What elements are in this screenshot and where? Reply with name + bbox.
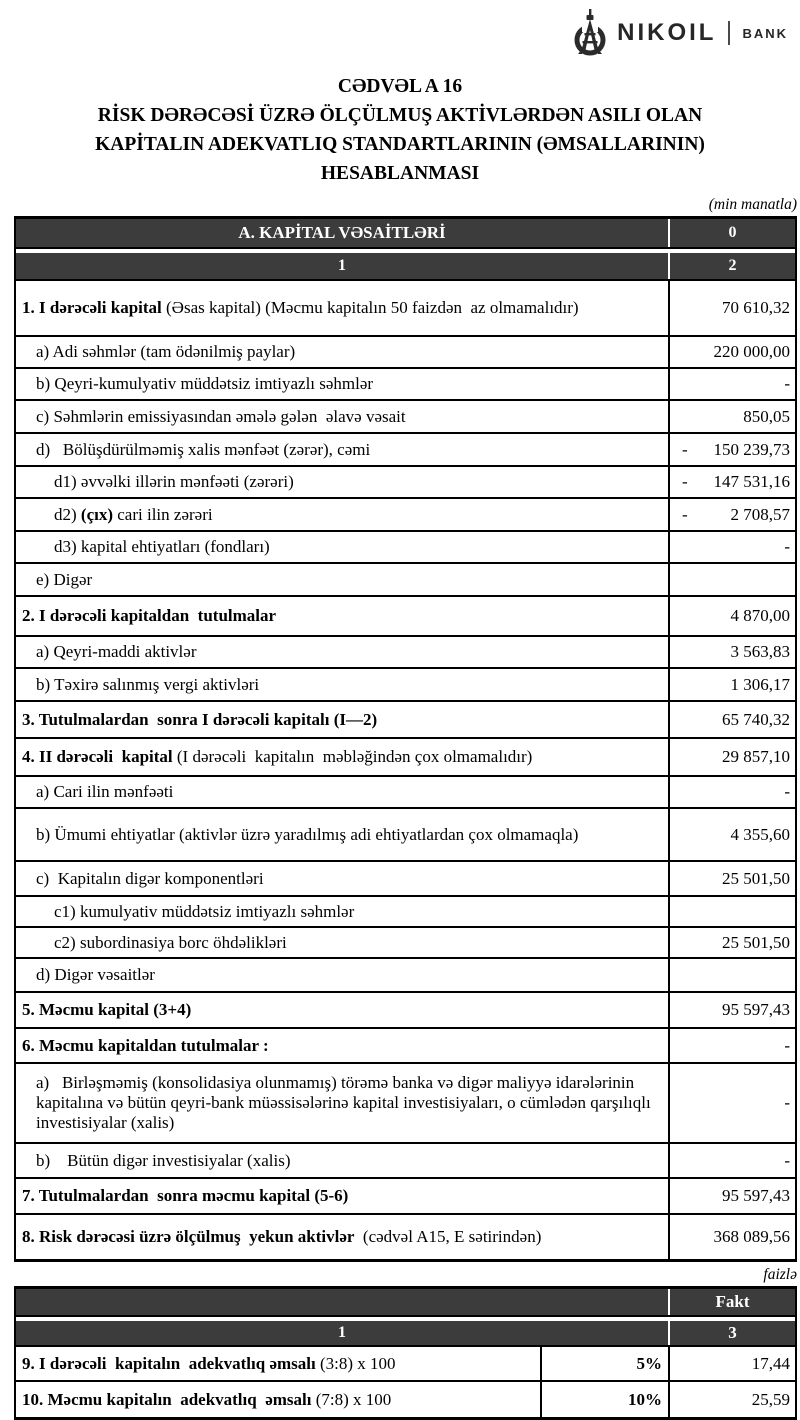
row-label-cell <box>16 1179 670 1213</box>
row-label-segment: e) Digər <box>36 569 93 589</box>
row-label <box>54 472 294 492</box>
row-label-cell <box>16 702 670 737</box>
row-label <box>36 1151 290 1171</box>
row-label-segment: 6. Məcmu kapitaldan tutulmalar : <box>22 1035 269 1055</box>
capital-table-row <box>16 564 795 597</box>
row-label <box>36 570 92 590</box>
value-number: 25 501,50 <box>722 868 790 888</box>
value-number: - <box>784 1035 790 1055</box>
row-value <box>670 434 795 465</box>
row-label-segment: a) Cari ilin mənfəəti <box>36 782 174 801</box>
row-label-cell <box>16 1347 542 1380</box>
title-line-4: HESABLANMASI <box>320 163 480 184</box>
row-label-segment: (çıx) <box>80 504 114 524</box>
capital-table-row <box>16 809 795 862</box>
row-value <box>670 993 795 1027</box>
value-number: 25 501,50 <box>722 932 790 952</box>
row-label <box>36 825 578 845</box>
value-number: 4 355,60 <box>730 824 790 844</box>
bank-logo-name: NIKOIL <box>617 19 717 46</box>
row-label-segment: c) Səhmlərin emissiyasından əmələ gələn əlavə vəsait <box>36 406 406 426</box>
row-label <box>36 869 264 889</box>
capital-table-row <box>16 928 795 959</box>
row-label <box>22 1354 396 1374</box>
capital-table-row <box>16 862 795 897</box>
value-number: - <box>784 1150 790 1170</box>
row-label-segment: 2. I dərəcəli kapitaldan tutulmalar <box>22 606 277 625</box>
row-label-cell <box>16 809 670 860</box>
row-label <box>54 505 213 525</box>
row-label-segment: c2) subordinasiya borc öhdəlikləri <box>54 932 287 952</box>
row-label <box>22 1227 541 1247</box>
row-label-segment: 5. Məcmu kapital (3+4) <box>22 1000 192 1019</box>
row-value <box>670 281 795 335</box>
row-label-segment: 9. I dərəcəli kapitalın adekvatlıq əmsalı <box>22 1353 316 1373</box>
row-value <box>670 777 795 807</box>
value-number: - <box>784 782 790 801</box>
value-number: 29 857,10 <box>722 747 790 766</box>
row-value <box>670 369 795 399</box>
row-label-cell <box>16 597 670 635</box>
row-value <box>670 1179 795 1213</box>
row-label-segment: (7:8) x 100 <box>311 1389 392 1409</box>
row-value <box>670 669 795 700</box>
row-label <box>36 965 155 985</box>
ratio-header-left <box>16 1289 670 1315</box>
row-label <box>22 1036 269 1056</box>
value-number: 70 610,32 <box>722 298 790 317</box>
row-value <box>670 862 795 895</box>
title-line-1: CƏDVƏL A 16 <box>337 76 463 97</box>
row-label <box>22 1390 391 1410</box>
row-label <box>22 1000 191 1020</box>
value-number: 95 597,43 <box>722 1186 790 1205</box>
colnum-3: 3 <box>728 1323 737 1342</box>
row-label-segment: a) Birləşməmiş (konsolidasiya olunmamış) törəmə banka və digər maliyyə idarələrinin kapitalına və bütün qeyri-bank müəssisələrinə kapital investisiyaları, o cümlədən qarşılıqlı investisiyalar (xalis) <box>36 1073 655 1132</box>
row-label <box>22 747 532 767</box>
ratio-table-colnum-row <box>16 1321 795 1347</box>
fact-value-cell: 25,59 <box>751 1389 790 1409</box>
capital-table-row <box>16 777 795 809</box>
capital-table-row <box>16 637 795 669</box>
value-number: 150 239,73 <box>713 439 790 459</box>
row-label-cell <box>16 281 670 335</box>
row-label-segment: 10. Məcmu kapitalın adekvatlıq əmsalı <box>22 1389 312 1409</box>
row-label-cell <box>16 862 670 895</box>
row-label <box>36 407 406 427</box>
capital-table-row <box>16 739 795 777</box>
row-label <box>36 342 295 362</box>
value-number: 3 563,83 <box>730 642 790 661</box>
row-label <box>22 606 276 626</box>
row-value <box>670 1215 795 1259</box>
row-label <box>36 374 373 394</box>
value-number: 850,05 <box>743 406 790 426</box>
capital-table-row <box>16 401 795 434</box>
colnum-1: 1 <box>16 253 670 279</box>
row-label-segment: d) Bölüşdürülməmiş xalis mənfəət (zərər), cəmi <box>36 439 371 459</box>
row-label <box>22 298 579 318</box>
value-number: 95 597,43 <box>722 1000 790 1019</box>
capital-table <box>14 216 797 1262</box>
unit-note-bottom: faizlə <box>763 1266 797 1283</box>
row-value <box>670 928 795 957</box>
logo-divider <box>728 21 730 45</box>
row-value <box>670 564 795 595</box>
row-value <box>670 337 795 367</box>
capital-table-row <box>16 369 795 401</box>
row-value <box>670 637 795 667</box>
capital-table-header-title: A. KAPİTAL VƏSAİTLƏRİ <box>16 219 670 247</box>
row-value <box>670 959 795 991</box>
ratio-table <box>14 1286 797 1420</box>
row-label-segment: 8. Risk dərəcəsi üzrə ölçülmuş yekun aktivlər <box>22 1227 355 1246</box>
row-label <box>54 902 354 922</box>
value-number: 368 089,56 <box>713 1227 790 1246</box>
ratio-table-row <box>16 1382 795 1417</box>
row-label-cell <box>16 897 670 926</box>
row-label-cell <box>16 532 670 562</box>
row-label-segment: 7. Tutulmalardan sonra məcmu kapital (5-6) <box>22 1186 349 1205</box>
row-label-cell <box>16 1382 542 1417</box>
row-label-cell <box>16 564 670 595</box>
capital-table-header-col0: 0 <box>728 224 737 241</box>
capital-table-row <box>16 897 795 928</box>
capital-table-row <box>16 597 795 637</box>
capital-table-row <box>16 532 795 564</box>
row-label-cell <box>16 637 670 667</box>
row-label-segment: d) Digər vəsaitlər <box>36 965 155 984</box>
capital-table-row <box>16 1029 795 1064</box>
row-label-segment: d3) kapital ehtiyatları (fondları) <box>54 537 270 556</box>
capital-table-row <box>16 337 795 369</box>
row-label-cell <box>16 467 670 497</box>
capital-table-row <box>16 702 795 739</box>
value-number: 65 740,32 <box>722 709 790 729</box>
row-label-segment: b) Bütün digər investisiyalar (xalis) <box>36 1150 291 1170</box>
row-label-segment: c) Kapitalın digər komponentləri <box>36 868 264 888</box>
title-line-3: KAPİTALIN ADEKVATLIQ STANDARTLARININ (ƏMSALLARININ) <box>95 134 705 155</box>
minus-sign: - <box>682 439 688 459</box>
row-label-segment: b) Təxirə salınmış vergi aktivləri <box>36 674 260 694</box>
unit-note-top: (min manatla) <box>708 196 797 213</box>
row-label-segment: 1. I dərəcəli kapital <box>22 298 162 317</box>
row-label-segment: c1) kumulyativ müddətsiz imtiyazlı səhmlər <box>54 901 355 921</box>
row-label-cell <box>16 499 670 530</box>
value-number: 220 000,00 <box>713 342 790 361</box>
row-value <box>670 499 795 530</box>
row-label-cell <box>16 1215 670 1259</box>
row-label-segment: b) Ümumi ehtiyatlar (aktivlər üzrə yaradılmış adi ehtiyatlardan çox olmamaqla) <box>36 824 579 844</box>
capital-table-row <box>16 499 795 532</box>
title-line-2: RİSK DƏRƏCƏSİ ÜZRƏ ÖLÇÜLMUŞ AKTİVLƏRDƏN ASILI OLAN <box>97 105 703 126</box>
row-value <box>670 467 795 497</box>
capital-table-row <box>16 1179 795 1215</box>
row-value <box>670 1144 795 1177</box>
capital-table-row <box>16 993 795 1029</box>
row-value <box>670 897 795 926</box>
value-number: - <box>784 537 790 556</box>
capital-table-row <box>16 669 795 702</box>
capital-table-row <box>16 434 795 467</box>
row-label <box>22 1186 348 1206</box>
row-value <box>670 597 795 635</box>
value-number: 2 708,57 <box>730 504 790 524</box>
row-label-segment: (Əsas kapital) (Məcmu kapitalın 50 faizdən az olmamalıdır) <box>161 298 579 317</box>
row-label-cell <box>16 928 670 957</box>
row-label-cell <box>16 1029 670 1062</box>
capital-table-row <box>16 959 795 993</box>
capital-table-colnum-row <box>16 253 795 281</box>
value-number: 4 870,00 <box>730 606 790 625</box>
row-label <box>36 642 197 662</box>
row-value <box>670 401 795 432</box>
capital-table-row <box>16 1215 795 1259</box>
row-label-segment: b) Qeyri-kumulyativ müddətsiz imtiyazlı səhmlər <box>36 374 374 393</box>
row-label-cell <box>16 959 670 991</box>
row-label-cell <box>16 337 670 367</box>
capital-table-header <box>16 219 795 249</box>
row-label-segment: d2) <box>54 504 81 524</box>
row-label-cell <box>16 369 670 399</box>
minus-sign: - <box>682 472 688 491</box>
bank-logo-suffix: BANK <box>742 25 788 41</box>
row-label-cell <box>16 669 670 700</box>
minus-sign: - <box>682 504 688 524</box>
row-label <box>36 782 173 802</box>
row-label-segment: (I dərəcəli kapitalın məbləğindən çox olmamalıdır) <box>172 747 533 766</box>
row-label-cell <box>16 1064 670 1142</box>
ratio-table-row <box>16 1347 795 1382</box>
row-label-segment: cari ilin zərəri <box>113 504 213 524</box>
row-value <box>670 1029 795 1062</box>
row-label <box>54 933 287 953</box>
row-label-cell <box>16 739 670 775</box>
row-label <box>54 537 270 557</box>
row-label-segment: 4. II dərəcəli kapital <box>22 747 173 766</box>
row-label <box>22 710 377 730</box>
capital-table-row <box>16 467 795 499</box>
value-number: 147 531,16 <box>713 472 790 491</box>
row-label-cell <box>16 434 670 465</box>
row-value <box>670 809 795 860</box>
row-label-segment: (cədvəl A15, E sətirindən) <box>354 1227 542 1246</box>
row-value <box>670 1064 795 1142</box>
fact-value-cell: 17,44 <box>751 1353 790 1373</box>
capital-table-row <box>16 281 795 337</box>
capital-table-row <box>16 1144 795 1179</box>
norm-percent-cell: 10% <box>542 1382 670 1417</box>
row-label-segment: (3:8) x 100 <box>315 1353 396 1373</box>
oil-derrick-icon <box>571 8 609 58</box>
row-label-cell <box>16 401 670 432</box>
ratio-header-fact: Fakt <box>715 1292 750 1311</box>
value-number: - <box>784 1093 790 1112</box>
row-label <box>36 675 259 695</box>
row-label <box>36 440 370 460</box>
row-label-cell <box>16 993 670 1027</box>
value-number: 1 306,17 <box>730 674 790 694</box>
row-label-segment: a) Qeyri-maddi aktivlər <box>36 642 197 661</box>
ratio-table-header <box>16 1289 795 1317</box>
row-label <box>36 1073 664 1133</box>
colnum-1: 1 <box>16 1321 670 1345</box>
row-label-cell <box>16 777 670 807</box>
value-number: - <box>784 374 790 393</box>
row-label-segment: 3. Tutulmalardan sonra I dərəcəli kapitalı (I—2) <box>22 709 378 729</box>
row-label-segment: d1) əvvəlki illərin mənfəəti (zərəri) <box>54 472 294 491</box>
row-label-segment: a) Adi səhmlər (tam ödənilmiş paylar) <box>36 342 296 361</box>
norm-percent-cell: 5% <box>542 1347 670 1380</box>
row-value <box>670 532 795 562</box>
row-label-cell <box>16 1144 670 1177</box>
row-value <box>670 739 795 775</box>
bank-logo <box>571 8 788 58</box>
capital-table-row <box>16 1064 795 1144</box>
row-value <box>670 702 795 737</box>
colnum-2: 2 <box>728 257 737 274</box>
